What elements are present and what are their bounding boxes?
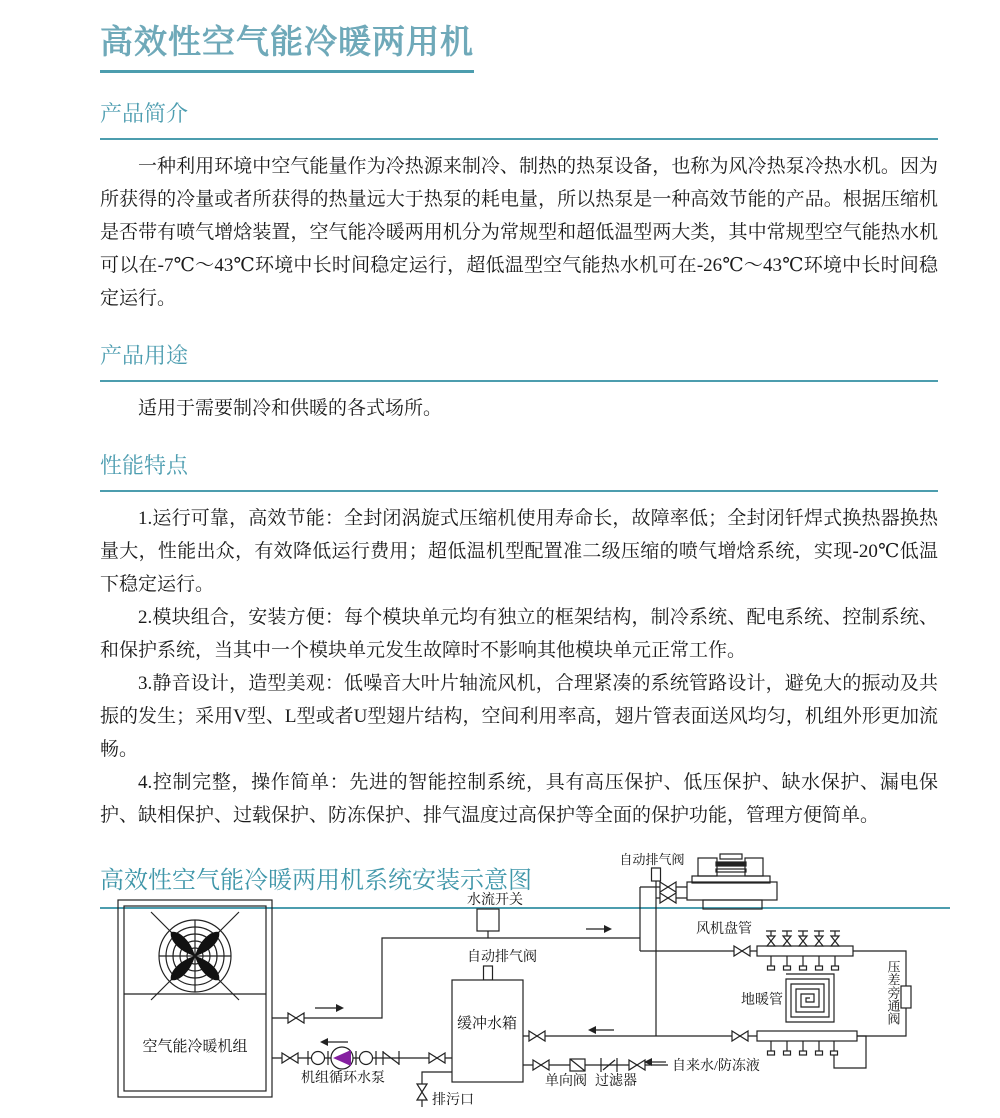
drain-valve-icon xyxy=(417,1084,427,1100)
label-drain: 排污口 xyxy=(432,1093,474,1108)
manifold-valve-icon xyxy=(798,931,808,946)
manifold-valve-icon xyxy=(814,931,824,946)
label-bypass-valve: 压差旁通阀 xyxy=(885,960,901,1025)
label-water-supply: 自来水/防冻液 xyxy=(672,1059,760,1074)
return-manifold xyxy=(757,1031,857,1055)
valve-icon xyxy=(660,882,676,892)
fan-coil-unit xyxy=(687,854,777,909)
valve-icon xyxy=(288,1013,304,1023)
valve-icon xyxy=(533,1060,549,1070)
feature-item: 2.模块组合，安装方便：每个模块单元均有独立的框架结构，制冷系统、配电系统、控制系统、和保护系统，当其中一个模块单元发生故障时不影响其他模块单元正常工作。 xyxy=(100,607,938,661)
flex-connector-icon xyxy=(356,1051,376,1065)
label-buffer-tank: 缓冲水箱 xyxy=(456,1016,518,1032)
feature-item: 1.运行可靠，高效节能：全封闭涡旋式压缩机使用寿命长，故障率低；全封闭钎焊式换热器换热量大，性能出众，有效降低运行费用；超低温机型配置准二级压缩的喷气增焓系统，实现-20℃低温下稳定运行。 xyxy=(100,508,938,595)
fan-icon xyxy=(151,912,239,1000)
usage-paragraph: 适用于需要制冷和供暖的各式场所。 xyxy=(138,398,443,419)
label-flow-switch: 水流开关 xyxy=(467,893,523,908)
label-fan-coil: 风机盘管 xyxy=(696,922,752,937)
valve-icon xyxy=(282,1053,298,1063)
supply-manifold xyxy=(757,931,853,970)
floor-heating-coil xyxy=(786,974,834,1022)
flow-switch-icon xyxy=(477,909,499,931)
label-auto-vent-top: 自动排气阀 xyxy=(619,852,685,867)
flex-connector-icon xyxy=(308,1051,328,1065)
valve-icon xyxy=(660,893,676,903)
label-pump: 机组循环水泵 xyxy=(301,1071,385,1086)
section-heading-features: 性能特点 xyxy=(100,449,938,492)
manifold-valve-icon xyxy=(766,931,776,946)
label-unit: 空气能冷暖机组 xyxy=(142,1039,248,1055)
section-heading-usage: 产品用途 xyxy=(100,339,938,382)
valve-icon xyxy=(529,1031,545,1041)
valve-icon xyxy=(629,1060,645,1070)
label-check-valve: 单向阀 xyxy=(545,1074,587,1089)
auto-vent-tank-icon xyxy=(484,966,493,980)
valve-icon xyxy=(734,946,750,956)
label-auto-vent-tank: 自动排气阀 xyxy=(467,950,537,965)
one-way-valve-icon xyxy=(570,1059,585,1071)
auto-vent-top-icon xyxy=(652,868,661,881)
manifold-valve-icon xyxy=(782,931,792,946)
label-filter: 过滤器 xyxy=(595,1074,637,1089)
feature-item: 4.控制完整，操作简单：先进的智能控制系统，具有高压保护、低压保护、缺水保护、漏电保护、缺相保护、过载保护、防冻保护、排气温度过高保护等全面的保护功能，管理方便简单。 xyxy=(100,772,938,826)
feature-item: 3.静音设计，造型美观：低噪音大叶片轴流风机，合理紧凑的系统管路设计，避免大的振动及共振的发生；采用V型、L型或者U型翅片结构，空间利用率高，翅片管表面送风均匀，机组外形更加流畅。 xyxy=(100,673,938,760)
page-title: 高效性空气能冷暖两用机 xyxy=(100,16,474,73)
section-heading-intro: 产品简介 xyxy=(100,97,938,140)
valve-icon xyxy=(429,1053,445,1063)
valve-icon xyxy=(732,1031,748,1041)
manifold-valve-icon xyxy=(830,931,840,946)
label-floor-coil: 地暖管 xyxy=(741,993,783,1008)
diagram-title: 高效性空气能冷暖两用机系统安装示意图 xyxy=(100,860,950,909)
bypass-valve-icon xyxy=(901,986,911,1008)
intro-paragraph: 一种利用环境中空气能量作为冷热源来制冷、制热的热泵设备，也称为风冷热泵冷热水机。因为所获得的冷量或者所获得的热量远大于热泵的耗电量，所以热泵是一种高效节能的产品。根据压缩机是否带有喷气增焓装置，空气能冷暖两用机分为常规型和超低温型两大类，其中常规型空气能热水机可以在-7℃～43℃环境中长时间稳定运行，超低温型空气能热水机可在-26℃～43℃环境中长时间稳定运行。 xyxy=(100,156,938,309)
pump-icon xyxy=(331,1047,353,1069)
